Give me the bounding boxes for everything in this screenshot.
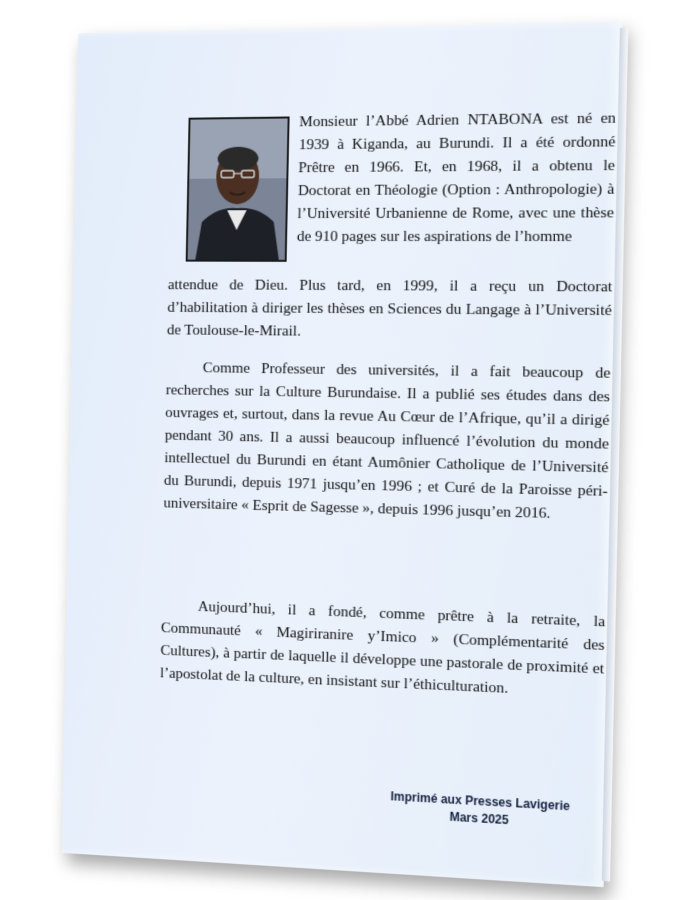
bio-paragraph-2: Comme Professeur des universités, il a fait beaucoup de recherches sur la Culture Burundaise. Il a publié ses études dans des ouvrages et, surtout, dans la revue Au Cœur de l’Afrique, qu’il a dirigé pendant 30 ans. Il a aussi beaucoup influencé l’évolution du monde intellectuel du Burundi en étant Aumônier Catholique de l’Université du Burundi, depuis 1971 jusqu’en 1996 ; et Curé de la Paroisse péri-universitaire « Esprit de Sagesse », depuis 1996 jusqu’en 2016.: [163, 359, 611, 523]
imprint: [390, 788, 570, 833]
bio-paragraph-1-part-2: attendue de Dieu. Plus tard, en 1999, il a reçu un Doctorat d’habilitation à diriger les thèses en Sciences du Langage à l’Université de Toulouse-le-Mirail.: [166, 276, 613, 340]
author-photo-icon: [188, 118, 288, 259]
imprint-date: Mars 2025: [449, 809, 509, 828]
book-back-cover: [62, 22, 622, 887]
author-portrait: [186, 116, 290, 261]
imprint-publisher: Imprimé aux Presses Lavigerie: [390, 789, 571, 814]
bio-paragraph-3: Aujourd’hui, il a fondé, comme prêtre à la retraite, la Communauté « Magiriranire y’Imico » (Complémentarité des Cultures), à partir de laquelle il développe une pastorale de proximité et l’apostolat de la culture, en insistant sur l’éthiculturation.: [159, 598, 606, 697]
bio-paragraph-1-part-1: Monsieur l’Abbé Adrien NTABONA est né en 1939 à Kiganda, au Burundi. Il a été ordonné Prêtre en 1966. Et, en 1968, il a obtenu le Doctorat en Théologie (Option : Anthropologie) à l’Université Urbanienne de Rome, avec une thèse de 910 pages sur les aspirations de l’homme: [296, 109, 617, 246]
